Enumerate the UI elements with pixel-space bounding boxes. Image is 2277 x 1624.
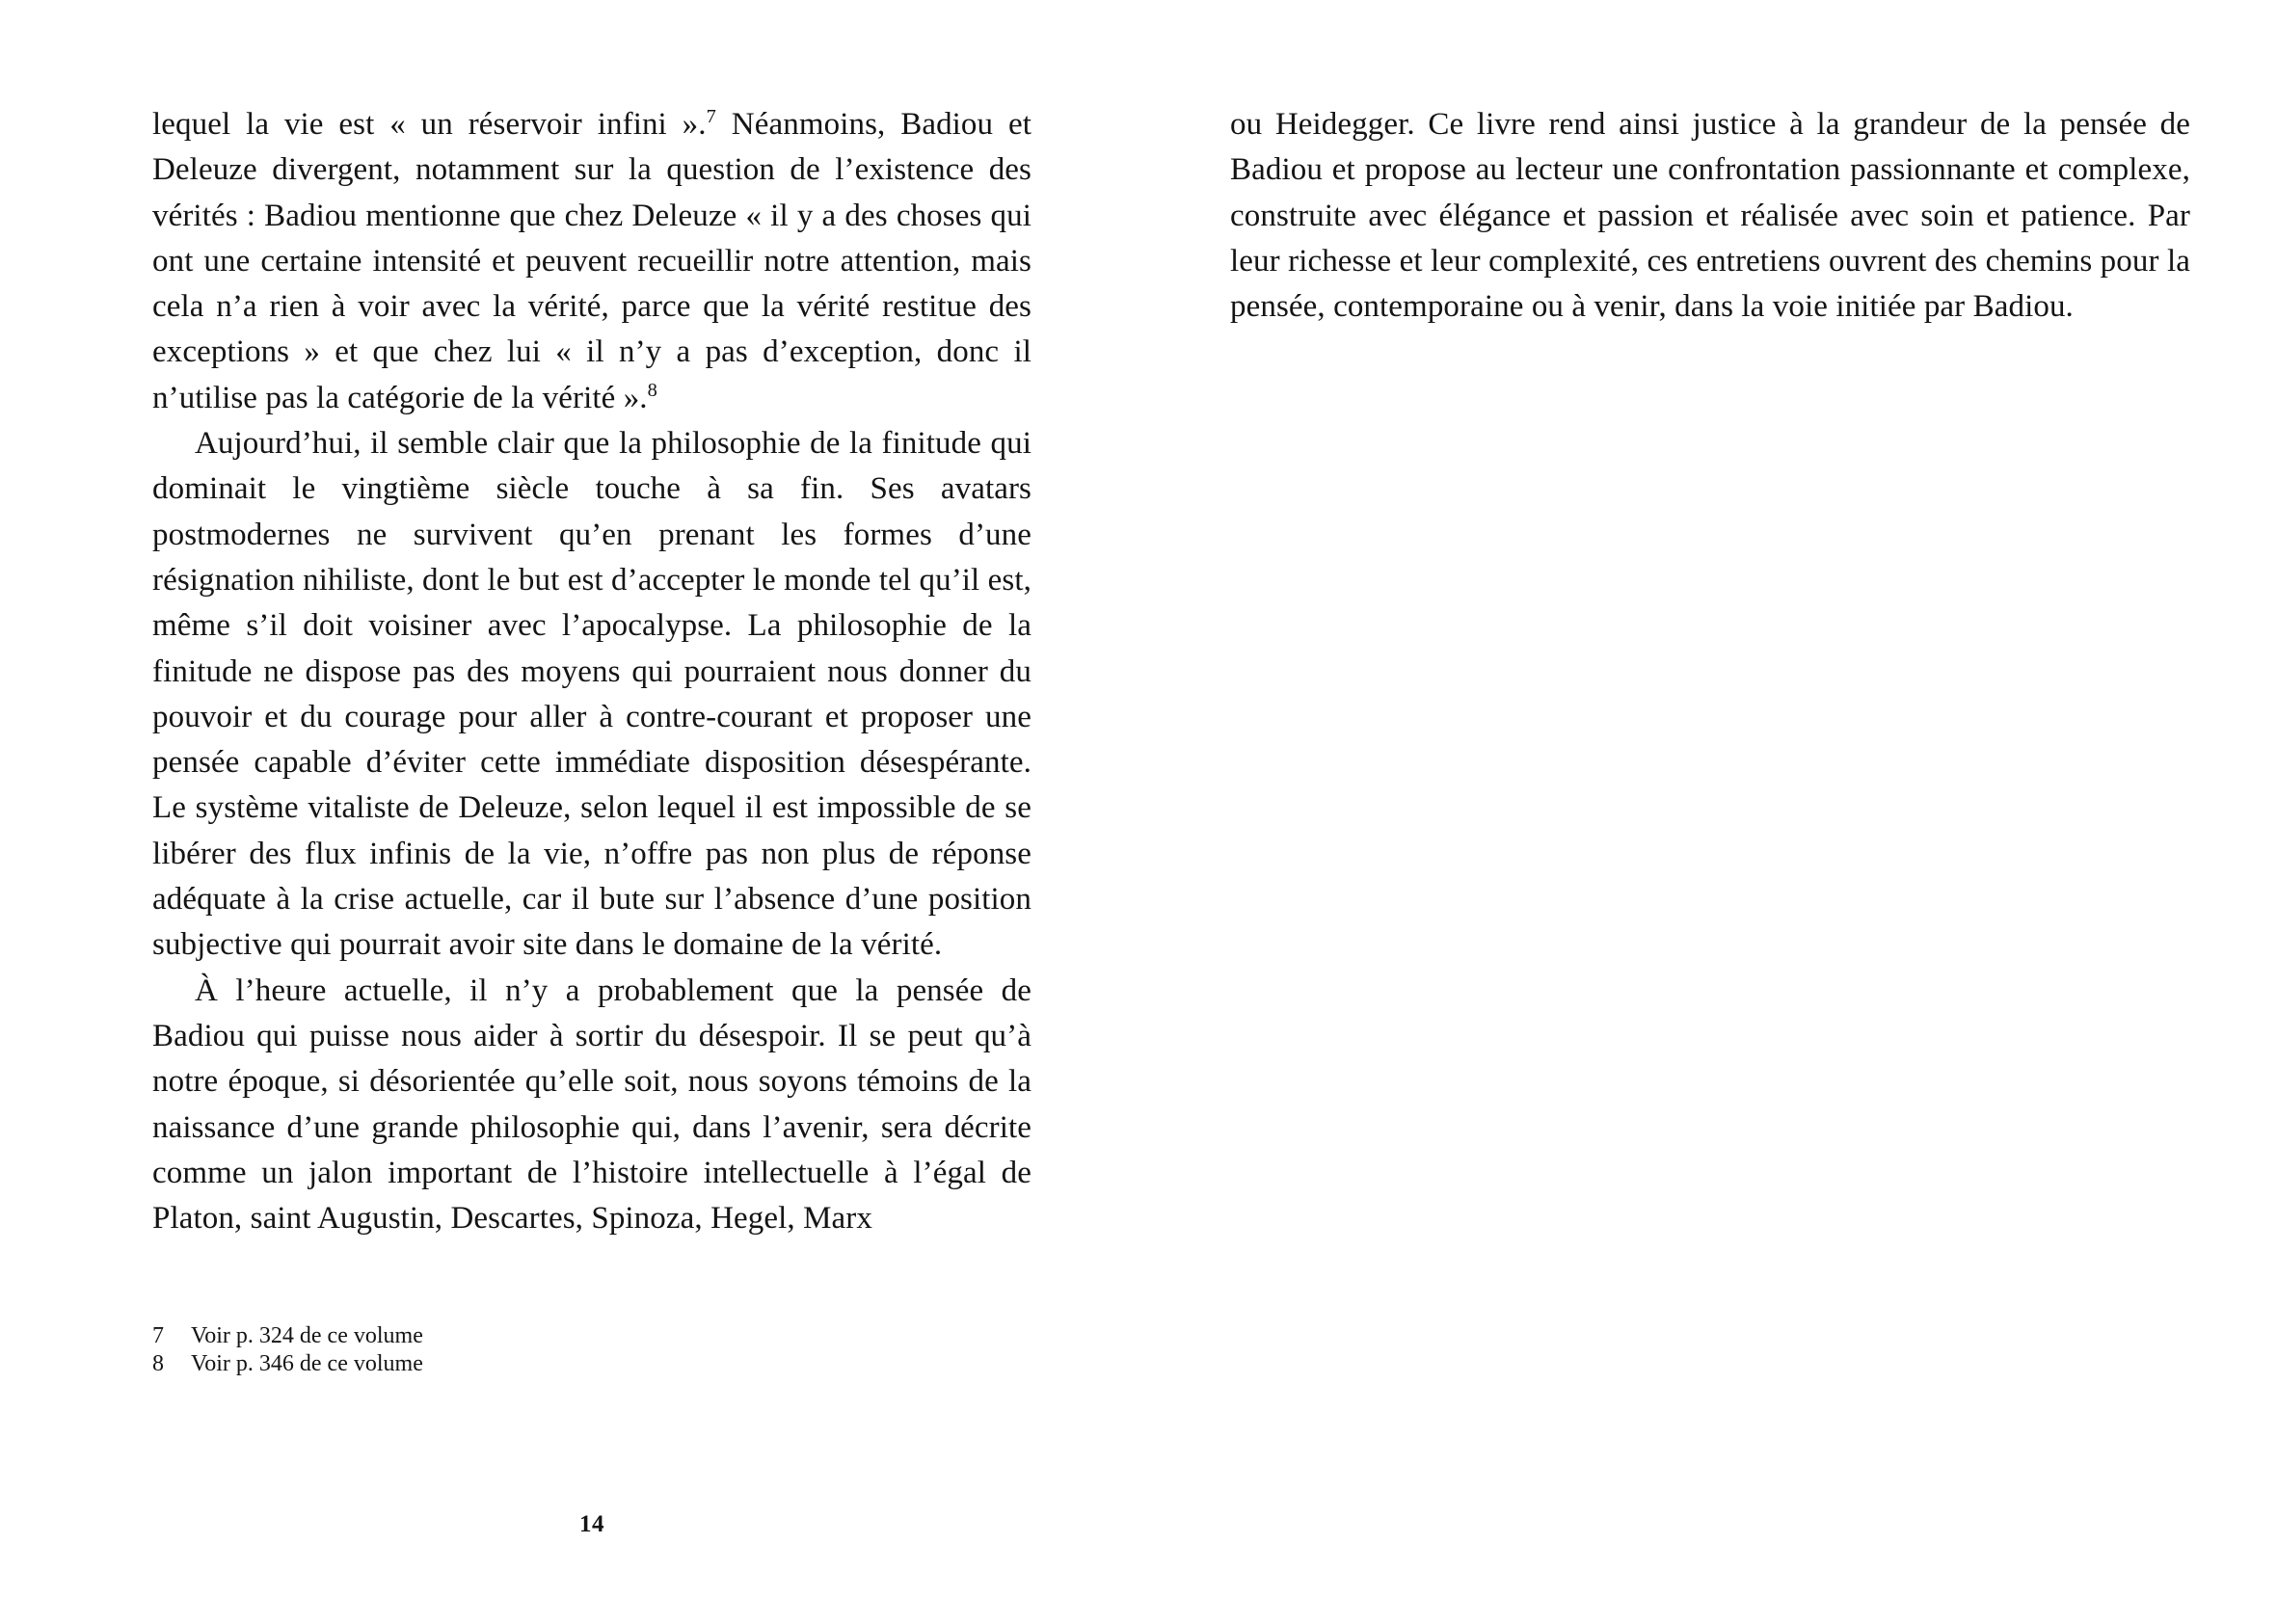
paragraph: Aujourd’hui, il semble clair que la philosophie de la finitude qui dominait le vingtième siècle touche à sa fin. Ses avatars postmodernes ne survivent qu’en prenant les formes d’une résignation nihiliste, dont le but est d’accepter le monde tel qu’il est, même s’il doit voisiner avec l’apocalypse. La philosophie de la finitude ne dispose pas des moyens qui pourraient nous donner du pouvoir et du courage pour aller à contre-courant et proposer une pensée capable d’éviter cette immédiate disposition désespérante. Le système vitaliste de Deleuze, selon lequel il est impossible de se libérer des flux infinis de la vie, n’offre pas non plus de réponse adéquate à la crise actuelle, car il bute sur l’absence d’une position subjective qui pourrait avoir site dans le domaine de la vérité. <box>152 426 1031 963</box>
paragraph: ou Heidegger. Ce livre rend ainsi justice à la grandeur de la pensée de Badiou et propose au lecteur une confrontation passionnante et complexe, construite avec élégance et passion et réalisée avec soin et patience. Par leur richesse et leur complexité, ces entretiens ouvrent des chemins pour la pensée, contemporaine ou à venir, dans la voie initiée par Badiou. <box>1230 107 2190 325</box>
footnote-text: Voir p. 346 de ce volume <box>191 1351 423 1376</box>
paragraph-continuation <box>152 102 1031 421</box>
footnotes-block <box>152 1322 1031 1378</box>
footnote-text: Voir p. 324 de ce volume <box>191 1323 423 1348</box>
paragraph-text: Néanmoins, Badiou et Deleuze divergent, notamment sur la question de l’existence des vérités : Badiou mentionne que chez Deleuze « il y a des choses qui ont une certaine intensité et peuvent recueillir notre attention, mais cela n’a rien à voir avec la vérité, parce que la vérité restitue des exceptions » et que chez lui « il n’y a pas d’exception, donc il n’utilise pas la catégorie de la vérité ». <box>152 107 1031 415</box>
footnote <box>152 1322 1031 1350</box>
footnote-ref-8: 8 <box>647 379 657 401</box>
footnote-number: 8 <box>152 1351 164 1376</box>
footnote-number: 7 <box>152 1323 164 1348</box>
paragraph-text: lequel la vie est « un réservoir infini ». <box>152 107 707 142</box>
paragraph: À l’heure actuelle, il n’y a probablement que la pensée de Badiou qui puisse nous aider à sortir du désespoir. Il se peut qu’à notre époque, si désorientée qu’elle soit, nous soyons témoins de la naissance d’une grande philosophie qui, dans l’avenir, sera décrite comme un jalon important de l’histoire intellectuelle à l’égal de Platon, saint Augustin, Descartes, Spinoza, Hegel, Marx <box>152 972 1031 1237</box>
footnote <box>152 1350 1031 1378</box>
footnote-ref-7: 7 <box>706 106 716 127</box>
page-number: 14 <box>579 1511 604 1537</box>
left-page-text-column <box>152 102 1031 1241</box>
right-page-text-column <box>1230 102 2190 330</box>
